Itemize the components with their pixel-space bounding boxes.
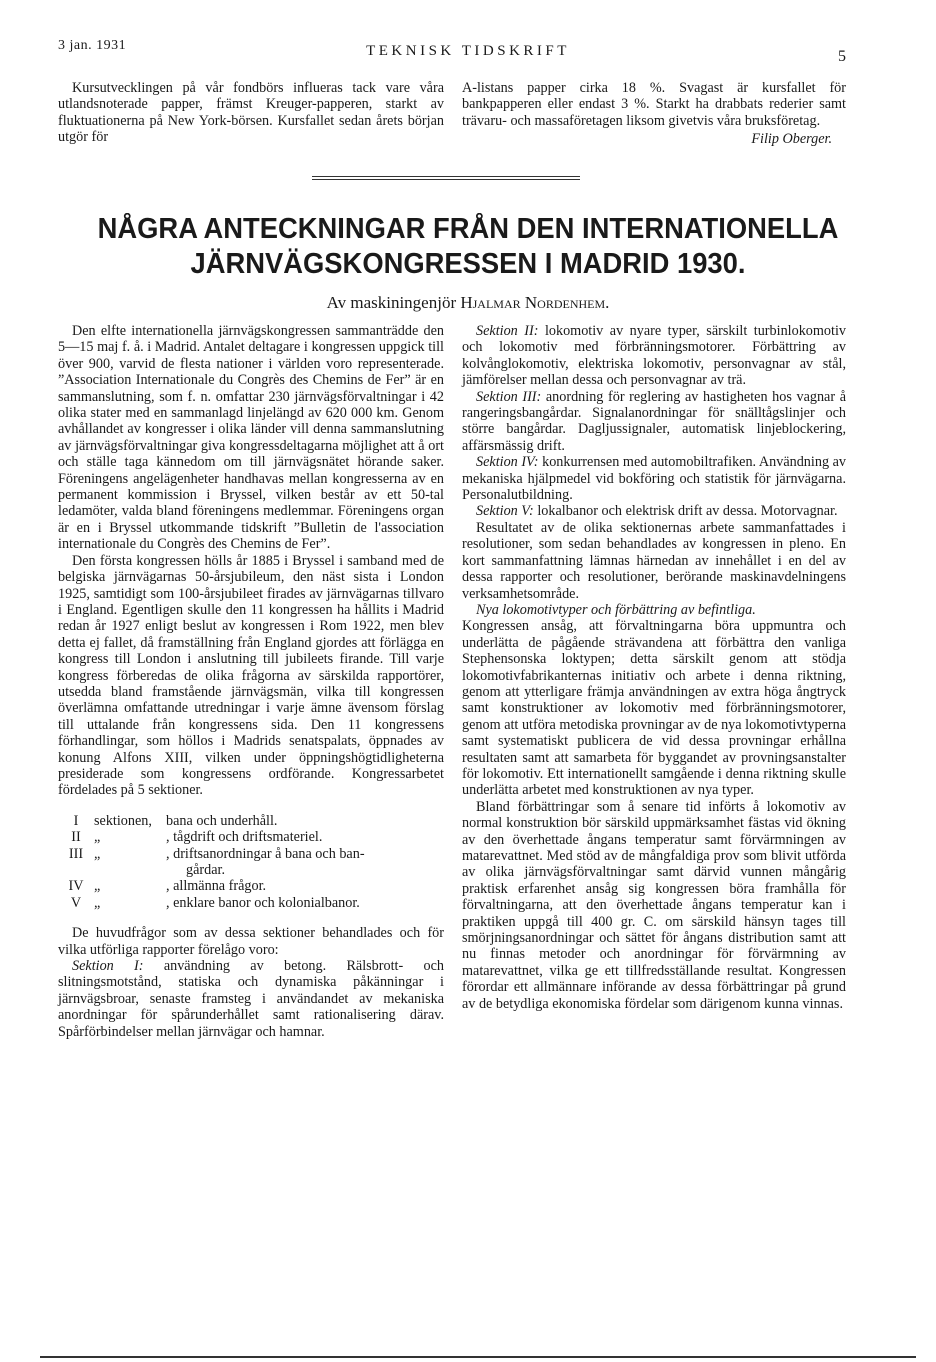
paragraph-result: Resultatet av de olika sektionernas arbete sammanfattades i resolutioner, som sedan behandlades av kongressen in pleno. En kort sammanfattning lämnas härnedan av innehållet i en del av dessa rapporter och resolutioner, berörande maskinavdelningens verksamhetsområde. — [462, 519, 846, 602]
section-row — [58, 895, 444, 911]
section-mark: „ — [94, 845, 101, 862]
paragraph-section-4 — [462, 454, 846, 503]
article-title — [48, 212, 889, 282]
section-2-label: Sektion II: — [476, 323, 539, 339]
section-text: , driftsanordningar å bana och ban- — [166, 845, 365, 862]
article-title-line-1: NÅGRA ANTECKNINGAR FRÅN DEN INTERNATIONELLA — [97, 213, 839, 245]
section-1-label: Sektion I: — [72, 958, 144, 975]
paragraph-new-locomotives: Kongressen ansåg, att förvaltningarna böra uppmuntra och underlätta de pågående strävandena att förbättra den vanliga Stephensonska loktypen; detta särskilt genom att stödja lokomotivfabrikanternas initiativ och arbete i denna riktning, genom att ytterligare främja användningen av extra höga ångtryck samt konstruktioner av lokomotiv med förbränningsmotorer, genom att utföra metodiska provningar av de nya lokomotivtyperna samt systematiskt publicera de vid dessa provningar erhållna resultaten samt att samarbeta för byggandet av provningsanstalter för lokomotiv. Ett internationellt samgående i denna riktning skulle underlätta arbetet med konstruktionen av nya typer. — [462, 618, 846, 799]
prev-article-signature: Filip Oberger. — [751, 131, 832, 148]
article-byline — [0, 293, 936, 313]
section-4-label: Sektion IV: — [476, 454, 539, 471]
prev-article-text-2: A-listans papper cirka 18 %. Svagast är kursfallet för bankpapperen eller endast 3 %. Starkt ha drabbats rederier samt trävaru- och massaföretagen liksom givetvis våra bruksföretag. — [462, 80, 846, 129]
paragraph-main-questions: De huvudfrågor som av dessa sektioner behandlades och för vilka utförliga rapporter förelågo voro: — [58, 925, 444, 958]
paragraph-section-3 — [462, 389, 846, 455]
section-5-label: Sektion V: — [476, 503, 534, 520]
byline-prefix: Av maskiningenjör — [326, 293, 457, 312]
section-number: II — [71, 829, 81, 846]
prev-article-col2 — [462, 80, 846, 148]
section-text-block — [166, 846, 444, 879]
paragraph-history: Den första kongressen hölls år 1885 i Bryssel i samband med de belgiska järnvägarnas 50-årsjubileum, den näst sista i London 1925, samtidigt som 100-årsjubileet firades av järnvägarnas tillvaro i England. Egentligen skulle den 11 kongressen ha hållits i Madrid redan år 1927 enligt beslut av kongressen i Rom 1922, men blev detta ej fallet, då framställning från England gjordes att förlägga en kongress till London i anslutning till jubileets firande. Till varje kongress förberedas de olika frågorna av särskilda rapportörer, utsedda bland framstående järnvägsmän, vilka till kongressen överlämna omfattande utredningar i varje ämne ävensom förslag till uttalande från kongressens sida. Den 11 kongressens förhandlingar, som höllos i Madrids senatspalats, öppnades av konung Alfons XIII, vilken under öppningshögtidligheterna presiderade som kongressens ordförande. Kongressarbetet fördelades på 5 sektioner. — [58, 552, 444, 799]
section-4-text: konkurrensen med automobiltrafiken. Användning av mekaniska hjälpmedel vid bokföring och statistik för järnvägarna. Personalutbildning. — [462, 454, 846, 504]
section-text-continued: gårdar. — [186, 862, 225, 878]
prev-article-col1 — [58, 80, 444, 146]
paragraph-improvements: Bland förbättringar som å senare tid införts å lokomotiv av normal konstruktion bör särskild uppmärksamhet fästas vid ökning av den överhettade ångans temperatur samt förvärmningen av matarevattnet. Med stöd av de mångfaldiga prov som blivit utförda av olika järnvägsförvaltningar samt därvid vunnen mångårig praktisk erfarenhet ansåg sig kongressen böra framhålla för förvaltningarna, att den överhettade ångans temperatur kan i praktiken uppgå till 400 gr. C. om särskild hänsyn tages till smörjningsanordningar och sättet för ångans distribution samt att nu finnas metoder och anordningar för förvärmning av matarevattnet, vilka ge ett tillfredsställande resultat. Kongressen förordar ett allmännare införande av dessa förbättringar på grund av de betydliga ekonomiska fördelar som därigenom kunna vinnas. — [462, 798, 846, 1012]
article-column-1 — [58, 323, 444, 1040]
section-text: , enklare banor och kolonialbanor. — [166, 894, 360, 911]
article-title-line-2: JÄRNVÄGSKONGRESSEN I MADRID 1930. — [190, 248, 746, 280]
page-bottom-rule — [40, 1356, 916, 1358]
section-1-text: användning av betong. Rälsbrott- och slitningsmotstånd, statiska och dynamiska påkänningar i järnvägsbroar, senaste framsteg i användandet av mekaniska anordningar för spårunderhållet samt rationalisering därav. Spårförbindelser mellan järnvägar och hamnar. — [58, 958, 444, 1040]
section-number: I — [73, 812, 79, 829]
section-mark: „ — [94, 894, 101, 911]
section-number: V — [70, 894, 82, 911]
section-number: IV — [68, 878, 84, 895]
section-row — [58, 878, 444, 894]
byline-author: Hjalmar Nordenhem. — [460, 293, 610, 312]
paragraph-section-2 — [462, 323, 846, 389]
paragraph-section-1 — [58, 958, 444, 1040]
section-5-text: lokalbanor och elektrisk drift av dessa. Motorvagnar. — [533, 503, 838, 520]
section-2-text: lokomotiv av nyare typer, särskilt turbinlokomotiv och lokomotiv med förbränningsmotorer. Förbättring av kolvånglokomotiv, elektriska lokomotiv, personvagnar av stål, jämförelser mellan dessa och personvagnar av trä. — [462, 323, 846, 389]
section-text: , allmänna frågor. — [166, 878, 267, 895]
section-mark: „ — [94, 878, 101, 895]
section-text: , tågdrift och driftsmateriel. — [166, 829, 323, 846]
page-number: 5 — [838, 48, 846, 65]
section-text: bana och underhåll. — [166, 812, 278, 829]
subheading-new-locomotives: Nya lokomotivtyper och förbättring av befintliga. — [476, 601, 756, 618]
paragraph-intro: Den elfte internationella järnvägskongressen sammanträdde den 5—15 maj f. å. i Madrid. Antalet deltagare i kongressen uppgick till över 900, varvid de flesta nationer i världen voro representerade. ”Association Internationale du Congrès des Chemins de Fer” är en sammanslutning, som f. n. omfattar 230 järnvägsförvaltningar i 42 olika stater med en sammanlagd linjelängd av 620 000 km. Genom avhållandet av kongresser i olika länder vill denna sammanslutning av järnvägsförvaltningar giva kongressdeltagarna möjlighet att å ort och ställe taga kännedom om till järnvägsnätet hörande saker. Föreningens angelägenheter handhavas mellan kongresserna av en permanent kommission i Bryssel, vilken består av ett 50-tal ledamöter, valda bland föreningens medlemmar. Föreningens organ är en i Bryssel utkommande tidskrift ”Bulletin de l'association internationale du Congrès des Chemins de Fer”. — [58, 323, 444, 553]
section-mark: sektionen, — [94, 812, 152, 829]
paragraph-section-5 — [462, 503, 846, 519]
section-3-text: anordning för reglering av hastigheten hos vagnar å rangeringsbangårdar. Signalanordningar för snälltågslinjer och större bangårdar. Dagljussignaler, automatisk linjeblockering, affärsmässig drift. — [462, 388, 846, 454]
separator-rule — [312, 176, 580, 177]
header-date: 3 jan. 1931 — [58, 38, 127, 53]
article-column-2 — [462, 323, 846, 1012]
section-row — [58, 846, 444, 879]
section-row — [58, 813, 444, 829]
section-number: III — [68, 845, 84, 862]
separator-rule-2 — [312, 179, 580, 180]
section-3-label: Sektion III: — [476, 388, 542, 405]
section-row — [58, 829, 444, 845]
section-list — [58, 813, 444, 911]
journal-title: TEKNISK TIDSKRIFT — [366, 43, 570, 59]
prev-article-text-1: Kursutvecklingen på vår fondbörs influeras tack vare våra utlandsnoterade papper, främst Kreuger-papperen, starkt av fluktuationerna på New York-börsen. Kursfallet sedan årets början utgör för — [58, 80, 444, 146]
section-mark: „ — [94, 829, 101, 846]
